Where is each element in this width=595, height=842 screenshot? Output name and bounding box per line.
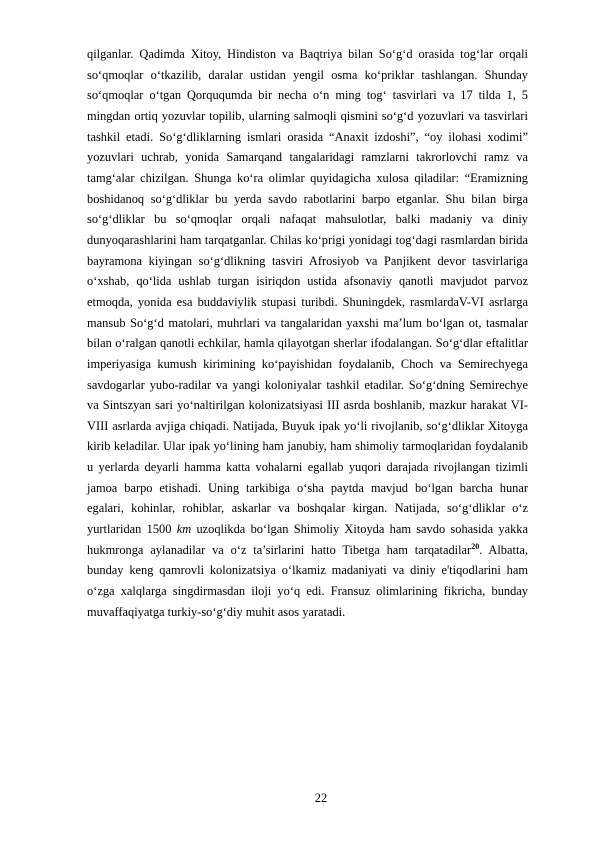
body-paragraph — [87, 44, 528, 622]
distance-unit: km — [176, 522, 192, 537]
paragraph-text-part-1: qilganlar. Qadimda Xitoy, Hindiston va Baqtriya bilan So‘g‘d orasida tog‘lar orqali so‘qmoqlar o‘tkazilib, daralar ustidan yengil osma ko‘priklar tashlangan. Shunday so‘qmoqlar o‘tgan Qorququmda bir necha o‘n ming tog‘ tasvirlari va 17 tilda 1, 5 mingdan ortiq yozuvlar topilib, ularning salmoqli qismini so‘g‘d yozuvlari va tasvirlari tashkil etadi. So‘g‘dliklarning ismlari orasida “Anaxit izdoshi”, “oy ilohasi xodimi” yozuvlari uchrab, yonida Samarqand tangalaridagi ramzlarni takrorlovchi ramz va tamg‘alar chizilgan. Shunga ko‘ra olimlar quyidagicha xulosa qiladilar: “Eramizning boshidanoq so‘g‘dliklar bu yerda savdo rabotlarini barpo etganlar. Shu bilan birga so‘g‘dliklar bu so‘qmoqlar orqali nafaqat mahsulotlar, balki madaniy va diniy dunyoqarashlarini ham tarqatganlar. Chilas ko‘prigi yonidagi tog‘dagi rasmlardan birida bayramona kiyingan so‘g‘dlikning tasviri Afrosiyob va Panjikent devor tasvirlariga o‘xshab, qo‘lida ushlab turgan isiriqdon ustida afsonaviy qanotli mavjudot parvoz etmoqda, yonida esa buddaviylik stupasi turibdi. Shuningdek, rasmlardaV-VI asrlarga mansub So‘g‘d matolari, muhrlari va tangalaridan yaxshi ma’lum bo‘lgan ot, tasmalar bilan o‘ralgan qanotli echkilar, hamla qilayotgan sherlar ifodalangan. So‘g‘dlar eftalitlar imperiyasiga kumush kirimining ko‘payishidan foydalanib, Choch va Semirechyega savdogarlar yubo-radilar va yangi koloniyalar tashkil etadilar. So‘g‘dning Semirechye va Sintszyan sari yo‘naltirilgan kolonizatsiyasi III asrda boshlanib, mazkur harakat VI-VIII asrlarda avjiga chiqadi. Natijada, Buyuk ipak yo‘li rivojlanib, so‘g‘dliklar Xitoyga kirib keladilar. Ular ipak yo‘lining ham janubiy, ham shimoliy tarmoqlaridan foydalanib u yerlarda deyarli hamma katta vohalarni egallab yuqori darajada rivojlangan tizimli jamoa barpo etishadi. Uning tarkibiga o‘sha paytda mavjud bo‘lgan barcha hunar egalari, kohinlar, rohiblar, askarlar va boshqalar kirgan. Natijada, so‘g‘dliklar o‘z yurtlaridan 1500 — [87, 47, 528, 537]
page-number: 22 — [314, 791, 328, 805]
paragraph-text-part-2: uzoqlikda bo‘lgan Shimoliy Xitoyda ham savdo sohasida yakka hukmronga aylanadilar va o‘z ta’sirlarini hatto Tibetga ham tarqatadilar — [87, 522, 528, 557]
paragraph-text-part-3: . Albatta, bunday keng qamrovli kolonizatsiya o‘lkamiz madaniyati va diniy e'tiqodlarini ham o‘zga xalqlarga singdirmasdan iloji yo‘q edi. Fransuz olimlarining fikricha, bunday muvaffaqiyatga turkiy-so‘g‘diy muhit asos yaratadi. — [87, 542, 528, 619]
footnote-marker: 20 — [471, 541, 480, 551]
